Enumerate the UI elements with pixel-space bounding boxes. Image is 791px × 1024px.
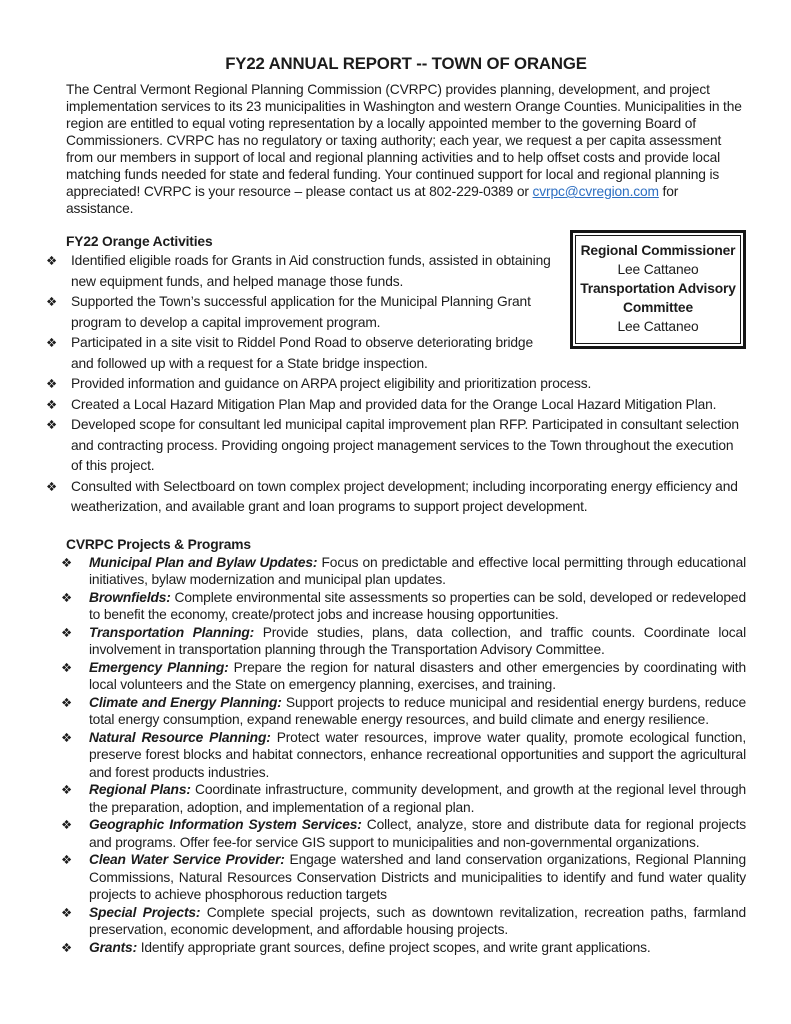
list-item: [46, 395, 746, 416]
box-name-transportation-advisory: Lee Cattaneo: [617, 319, 699, 334]
project-description: Collect, analyze, store and distribute data for regional projects and programs. Offer fee-for service GIS support to municipalities and non-governmental organizations.: [89, 817, 747, 850]
project-description: Support projects to reduce municipal and residential energy burdens, reduce total energy consumption, expand renewable energy resources, and build climate and energy resilience.: [89, 694, 746, 727]
box-name-regional-commissioner: Lee Cattaneo: [617, 262, 699, 277]
list-item: [61, 781, 746, 816]
activities-list: [46, 251, 746, 518]
list-item: [61, 851, 746, 904]
list-item: [61, 816, 746, 851]
activity-text: Provided information and guidance on ARPA project eligibility and prioritization process.: [71, 376, 592, 391]
activity-text: Created a Local Hazard Mitigation Plan Map and provided data for the Orange Local Hazard Mitigation Plan.: [71, 396, 717, 412]
section-heading-fy22-orange-activities: FY22 Orange Activities: [66, 234, 213, 249]
project-term: Brownfields:: [89, 589, 171, 605]
list-item: [61, 904, 746, 939]
diamond-bullet-icon: ❖: [46, 335, 58, 350]
activity-text: Supported the Town’s successful application for the Municipal Planning Grant program to develop a capital improvement program.: [71, 294, 531, 330]
list-item: [61, 939, 746, 957]
diamond-bullet-icon: ❖: [46, 417, 58, 432]
email-link[interactable]: cvrpc@cvregion.com: [532, 184, 659, 199]
activity-text: Consulted with Selectboard on town complex project development; including incorporating energy efficiency and weatherization, and available grant and loan programs to support project development.: [71, 478, 738, 514]
list-item: [46, 333, 746, 374]
diamond-bullet-icon: ❖: [61, 852, 73, 867]
diamond-bullet-icon: ❖: [61, 694, 73, 710]
project-description: Complete special projects, such as downtown revitalization, recreation paths, farmland preservation, economic development, and affordable housing projects.: [89, 904, 746, 937]
project-description: Identify appropriate grant sources, define project scopes, and write grant applications.: [140, 939, 651, 955]
project-term: Geographic Information System Services:: [89, 817, 362, 832]
projects-list: [61, 554, 746, 957]
list-item: [46, 415, 746, 477]
list-item: [46, 374, 746, 395]
project-term: Emergency Planning:: [89, 659, 229, 675]
section-cvrpc-projects-programs: [61, 536, 747, 957]
diamond-bullet-icon: ❖: [46, 253, 58, 268]
list-item: [46, 251, 746, 292]
project-term: Regional Plans:: [89, 782, 191, 797]
diamond-bullet-icon: ❖: [61, 554, 73, 570]
project-term: Grants:: [89, 939, 138, 955]
diamond-bullet-icon: ❖: [46, 376, 58, 391]
project-term: Climate and Energy Planning:: [89, 694, 282, 710]
list-item: [61, 729, 746, 782]
list-item: [46, 292, 746, 333]
diamond-bullet-icon: ❖: [46, 478, 58, 494]
diamond-bullet-icon: ❖: [61, 817, 73, 832]
project-term: Municipal Plan and Bylaw Updates:: [89, 554, 318, 570]
activity-text: Identified eligible roads for Grants in Aid construction funds, assisted in obtaining new equipment funds, and helped manage those funds.: [71, 253, 551, 289]
intro-paragraph: [66, 81, 746, 217]
project-term: Transportation Planning:: [89, 624, 255, 640]
list-item: [61, 554, 746, 589]
project-description: Complete environmental site assessments so properties can be sold, developed or redeveloped to benefit the economy, create/protect jobs and increase housing opportunities.: [89, 589, 746, 622]
project-description: Engage watershed and land conservation organizations, Regional Planning Commissions, Natural Resources Conservation Districts and municipalities to identify and fund water quality projects to achieve phosphorous reduction targets: [89, 852, 746, 902]
project-term: Natural Resource Planning:: [89, 729, 271, 745]
section-heading-cvrpc-projects-programs: CVRPC Projects & Programs: [66, 536, 251, 552]
project-description: Coordinate infrastructure, community development, and growth at the regional level through the preparation, adoption, and implementation of a regional plan.: [89, 782, 747, 815]
intro-text-before-link: The Central Vermont Regional Planning Commission (CVRPC) provides planning, development, and project implementation services to its 23 municipalities in Washington and western Orange Counties. Municipalities in the region are entitled to equal voting representation by a locally appointed member to the governing Board of Commissioners. CVRPC has no regulatory or taxing authority; each year, we request a per capita assessment from our members in support of local and regional planning activities and to help offset costs and provide local matching funds needed for state and federal funding. Your continued support for local and regional planning is appreciated! CVRPC is your resource – please contact us at 802-229-0389 or: [66, 82, 742, 199]
diamond-bullet-icon: ❖: [61, 589, 73, 605]
project-description: Prepare the region for natural disasters and other emergencies by coordinating with local volunteers and the State on emergency planning, exercises, and training.: [89, 659, 747, 692]
diamond-bullet-icon: ❖: [61, 782, 73, 797]
section-fy22-orange-activities: [46, 233, 746, 518]
diamond-bullet-icon: ❖: [61, 729, 73, 745]
intro-text-after-link: for assistance.: [66, 184, 679, 216]
box-role-regional-commissioner: Regional Commissioner: [580, 243, 736, 258]
diamond-bullet-icon: ❖: [61, 659, 73, 675]
project-term: Clean Water Service Provider:: [89, 852, 285, 867]
project-description: Protect water resources, improve water quality, promote ecological function, preserve forest blocks and habitat connectors, enhance recreational opportunities and support the agricultural and forest products industries.: [89, 729, 747, 780]
list-item: [61, 624, 746, 659]
activity-text: Participated in a site visit to Riddel Pond Road to observe deteriorating bridge and followed up with a request for a State bridge inspection.: [71, 335, 533, 371]
diamond-bullet-icon: ❖: [61, 904, 73, 920]
page-title: FY22 ANNUAL REPORT -- TOWN OF ORANGE: [225, 54, 587, 73]
list-item: [46, 477, 746, 518]
box-role-transportation-advisory: Transportation Advisory Committee: [580, 281, 736, 315]
activity-text: Developed scope for consultant led municipal capital improvement plan RFP. Participated in consultant selection and contracting process. Providing ongoing project management services to the Town throughout the execution of this project.: [71, 417, 739, 473]
project-term: Special Projects:: [89, 904, 201, 920]
diamond-bullet-icon: ❖: [46, 396, 58, 412]
project-description: Provide studies, plans, data collection, and traffic counts. Coordinate local involvement in transportation planning through the Transportation Advisory Committee.: [89, 624, 746, 657]
list-item: [61, 694, 746, 729]
diamond-bullet-icon: ❖: [46, 294, 58, 309]
diamond-bullet-icon: ❖: [61, 939, 73, 955]
project-description: Focus on predictable and effective local permitting through educational initiatives, bylaw modernization and municipal plan updates.: [89, 554, 747, 587]
diamond-bullet-icon: ❖: [61, 624, 73, 640]
list-item: [61, 589, 746, 624]
list-item: [61, 659, 746, 694]
